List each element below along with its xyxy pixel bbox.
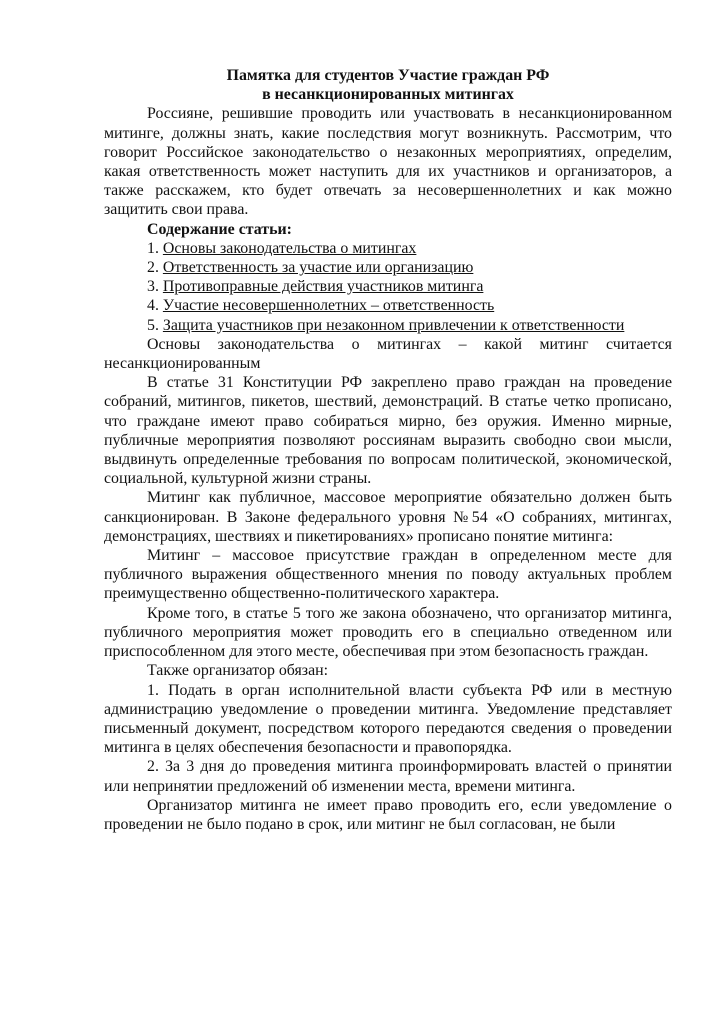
list-paragraph: 2. За 3 дня до проведения митинга проинформировать властей о принятии или непринятии предложений об изменении места, времени митинга. — [104, 758, 672, 795]
toc-item-number: 4. — [147, 297, 163, 315]
body-paragraph: В статье 31 Конституции РФ закреплено право граждан на проведение собраний, митингов, пикетов, шествий, демонстраций. В статье четко прописано, что граждане имеют право собираться мирно, без оружия. Именно мирные, публичные мероприятия позволяют россиянам выразить свободно свои мысли, выдвинуть определенные требования по вопросам политической, экономической, социальной, культурной жизни страны. — [104, 374, 672, 488]
toc-item — [147, 296, 672, 315]
toc-item-number: 2. — [147, 259, 163, 277]
document-page — [104, 66, 672, 834]
toc-item-number: 5. — [147, 316, 163, 334]
toc-link-illegal-actions[interactable]: Противоправные действия участников митинга — [162, 278, 484, 296]
toc-item — [147, 277, 672, 296]
table-of-contents — [104, 239, 672, 335]
toc-item — [147, 258, 672, 277]
toc-item-number: 3. — [147, 278, 163, 296]
toc-item — [147, 316, 672, 335]
toc-heading: Содержание статьи: — [147, 220, 292, 238]
toc-link-minors[interactable]: Участие несовершеннолетних – ответственность — [162, 297, 495, 315]
definition-paragraph: Митинг – массовое присутствие граждан в определенном месте для публичного выражения общественного мнения по поводу актуальных проблем преимущественно общественно-политического характера. — [104, 547, 672, 603]
list-paragraph: 1. Подать в орган исполнительной власти субъекта РФ или в местную администрацию уведомление о проведении митинга. Уведомление представляет письменный документ, посредством которого передаются сведения о проведении митинга в целях обеспечения безопасности и правопорядка. — [104, 681, 672, 757]
title-line-2: в несанкционированных митингах — [262, 86, 514, 104]
toc-link-responsibility[interactable]: Ответственность за участие или организацию — [162, 259, 474, 277]
intro-paragraph: Россияне, решившие проводить или участвовать в несанкционированном митинге, должны знать, какие последствия могут возникнуть. Рассмотрим, что говорит Российское законодательство о незаконных мероприятиях, определим, какая ответственность может наступить для их участников и организаторов, а также расскажем, кто будет отвечать за несовершеннолетних и как можно защитить свои права. — [104, 105, 672, 219]
document-title — [104, 66, 672, 104]
body-paragraph: Также организатор обязан: — [147, 662, 329, 680]
toc-item-number: 1. — [147, 239, 163, 257]
body-paragraph: Кроме того, в статье 5 того же закона обозначено, что организатор митинга, публичного мероприятия может проводить его в специально отведенном или приспособленном для этого месте, обеспечивая при этом безопасность граждан. — [104, 604, 672, 661]
body-paragraph: Организатор митинга не имеет право проводить его, если уведомление о проведении не было подано в срок, или митинг не был согласован, не были — [104, 796, 672, 833]
toc-item — [147, 239, 672, 258]
section-heading-paragraph: Основы законодательства о митингах – какой митинг считается несанкционированным — [104, 335, 672, 373]
body-paragraph: Митинг как публичное, массовое мероприятие обязательно должен быть санкционирован. В Законе федерального уровня №54 «О собраниях, митингах, демонстрациях, шествиях и пикетированиях» прописано понятие митинга: — [104, 489, 672, 545]
toc-link-basics[interactable]: Основы законодательства о митингах — [162, 239, 417, 257]
toc-link-protection[interactable]: Защита участников при незаконном привлечении к ответственности — [162, 316, 625, 334]
title-line-1: Памятка для студентов Участие граждан РФ — [226, 67, 550, 84]
